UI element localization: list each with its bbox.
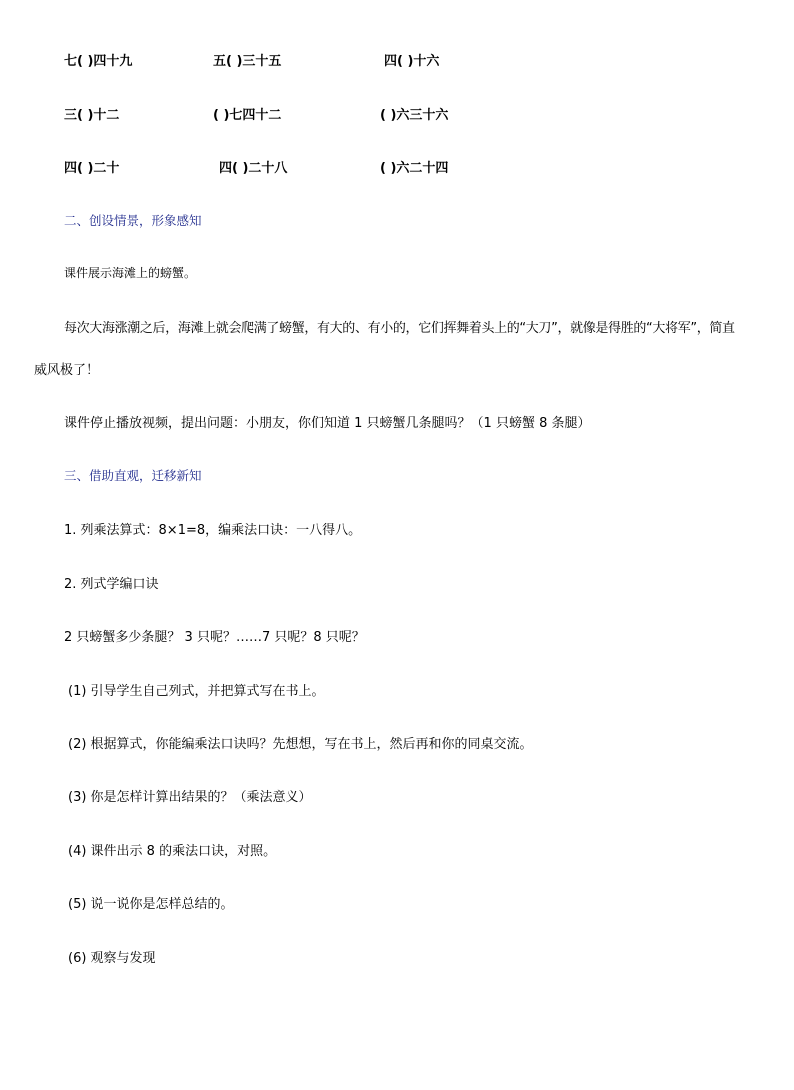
- sub-list-item: (4) 课件出示 8 的乘法口诀，对照。: [68, 844, 277, 859]
- exercise-cell: ( )六三十六: [380, 108, 449, 123]
- sub-list-item: (1) 引导学生自己列式，并把算式写在书上。: [68, 684, 325, 699]
- exercise-cell: 四( )十六: [384, 54, 440, 69]
- section-heading: 二、创设情景，形象感知: [64, 213, 202, 228]
- paragraph: 课件展示海滩上的螃蟹。: [64, 266, 197, 280]
- exercise-cell: ( )六二十四: [380, 161, 449, 176]
- paragraph: 每次大海涨潮之后，海滩上就会爬满了螃蟹，有大的、有小的，它们挥舞着头上的“大刀”，就像是得胜的“大将军”，简直: [64, 321, 735, 336]
- paragraph: 威风极了！: [34, 363, 100, 378]
- sub-list-item: (3) 你是怎样计算出结果的？（乘法意义）: [68, 790, 312, 805]
- exercise-cell: 三( )十二: [64, 108, 120, 123]
- paragraph: 2 只螃蟹多少条腿？ 3 只呢？……7 只呢？8 只呢？: [64, 630, 365, 645]
- exercise-cell: 七( )四十九: [64, 54, 133, 69]
- sub-list-item: (2) 根据算式，你能编乘法口诀吗？先想想，写在书上，然后再和你的同桌交流。: [68, 737, 533, 752]
- section-heading: 三、借助直观，迁移新知: [64, 468, 202, 483]
- sub-list-item: (6) 观察与发现: [68, 951, 156, 966]
- paragraph: 课件停止播放视频，提出问题：小朋友，你们知道 1 只螃蟹几条腿吗？（1 只螃蟹 8 条腿）: [64, 416, 591, 431]
- exercise-cell: ( )七四十二: [213, 108, 282, 123]
- sub-list-item: (5) 说一说你是怎样总结的。: [68, 897, 234, 912]
- exercise-cell: 五( )三十五: [213, 54, 282, 69]
- list-item: 2. 列式学编口诀: [64, 577, 159, 592]
- list-item: 1. 列乘法算式：8×1=8，编乘法口诀：一八得八。: [64, 523, 362, 538]
- exercise-cell: 四( )二十: [64, 161, 120, 176]
- exercise-cell: 四( )二十八: [219, 161, 288, 176]
